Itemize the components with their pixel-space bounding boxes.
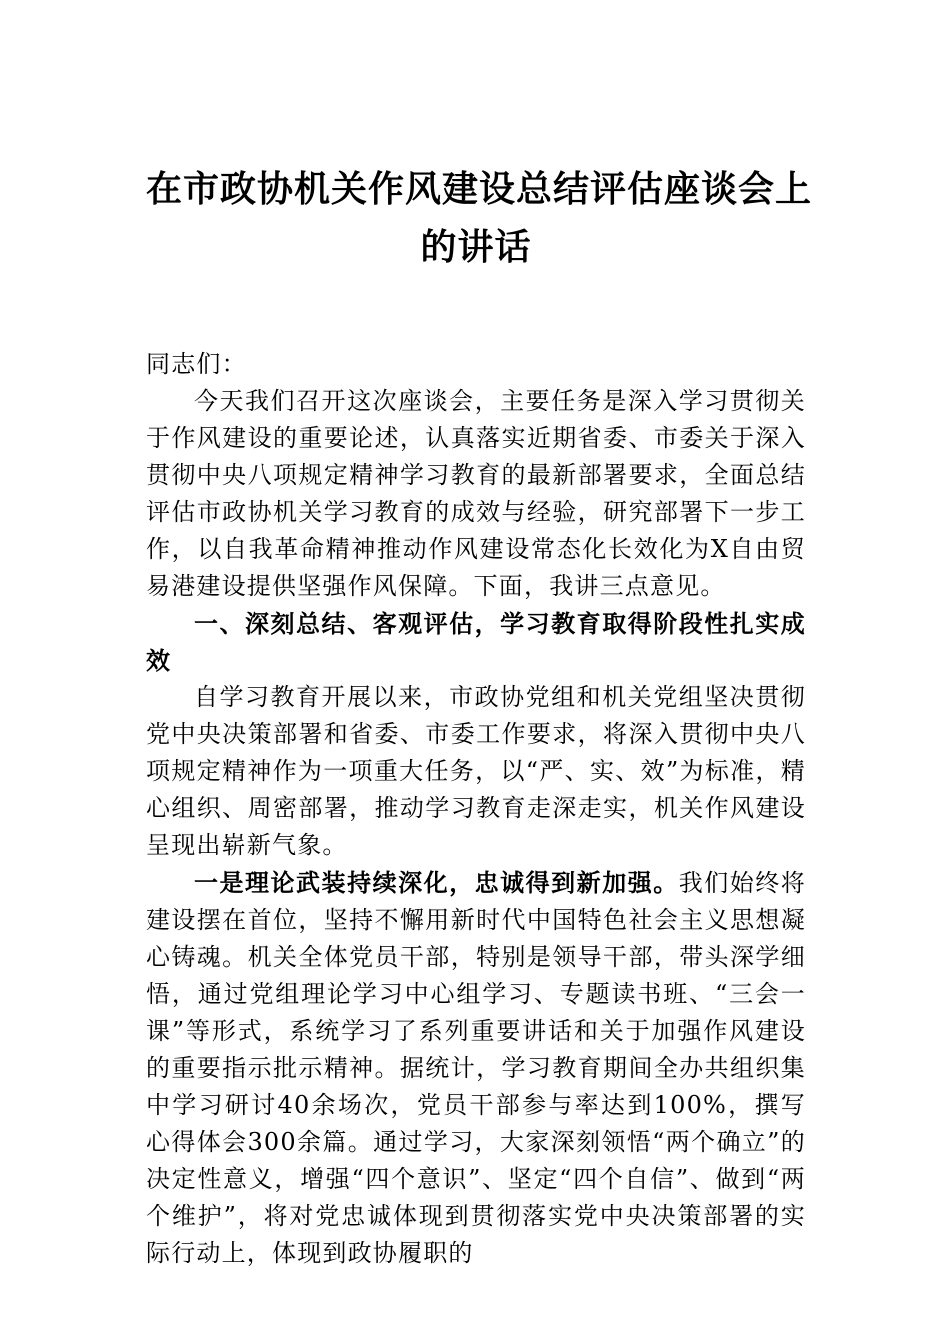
- document-body: [146, 160, 813, 1272]
- title-line-2: 的讲话: [420, 226, 532, 268]
- point-1-paragraph: [146, 864, 806, 1272]
- speech-text: [146, 346, 806, 1272]
- document-title: [146, 160, 813, 276]
- point-1-lead: 一是理论武装持续深化，忠诚得到新加强。: [194, 868, 679, 897]
- title-line-1: 在市政协机关作风建设总结评估座谈会上: [146, 168, 813, 210]
- section-1-paragraph: 自学习教育开展以来，市政协党组和机关党组坚决贯彻党中央决策部署和省委、市委工作要求，将深入贯彻中央八项规定精神作为一项重大任务，以“严、实、效”为标准，精心组织、周密部署，推动学习教育走深走实，机关作风建设呈现出崭新气象。: [146, 683, 806, 859]
- intro-paragraph: 今天我们召开这次座谈会，主要任务是深入学习贯彻关于作风建设的重要论述，认真落实近期省委、市委关于深入贯彻中央八项规定精神学习教育的最新部署要求，全面总结评估市政协机关学习教育的成效与经验，研究部署下一步工作，以自我革命精神推动作风建设常态化长效化为X自由贸易港建设提供坚强作风保障。下面，我讲三点意见。: [146, 387, 806, 600]
- salutation: 同志们：: [146, 350, 247, 378]
- point-1-body: 我们始终将建设摆在首位，坚持不懈用新时代中国特色社会主义思想凝心铸魂。机关全体党员干部，特别是领导干部，带头深学细悟，通过党组理论学习中心组学习、专题读书班、“三会一课”等形式，系统学习了系列重要讲话和关于加强作风建设的重要指示批示精神。据统计，学习教育期间全办共组织集中学习研讨40余场次，党员干部参与率达到100%，撰写心得体会300余篇。通过学习，大家深刻领悟“两个确立”的决定性意义，增强“四个意识”、坚定“四个自信”、做到“两个维护”，将对党忠诚体现到贯彻落实党中央决策部署的实际行动上，体现到政协履职的: [146, 869, 806, 1267]
- section-heading-1: 一、深刻总结、客观评估，学习教育取得阶段性扎实成效: [146, 609, 806, 675]
